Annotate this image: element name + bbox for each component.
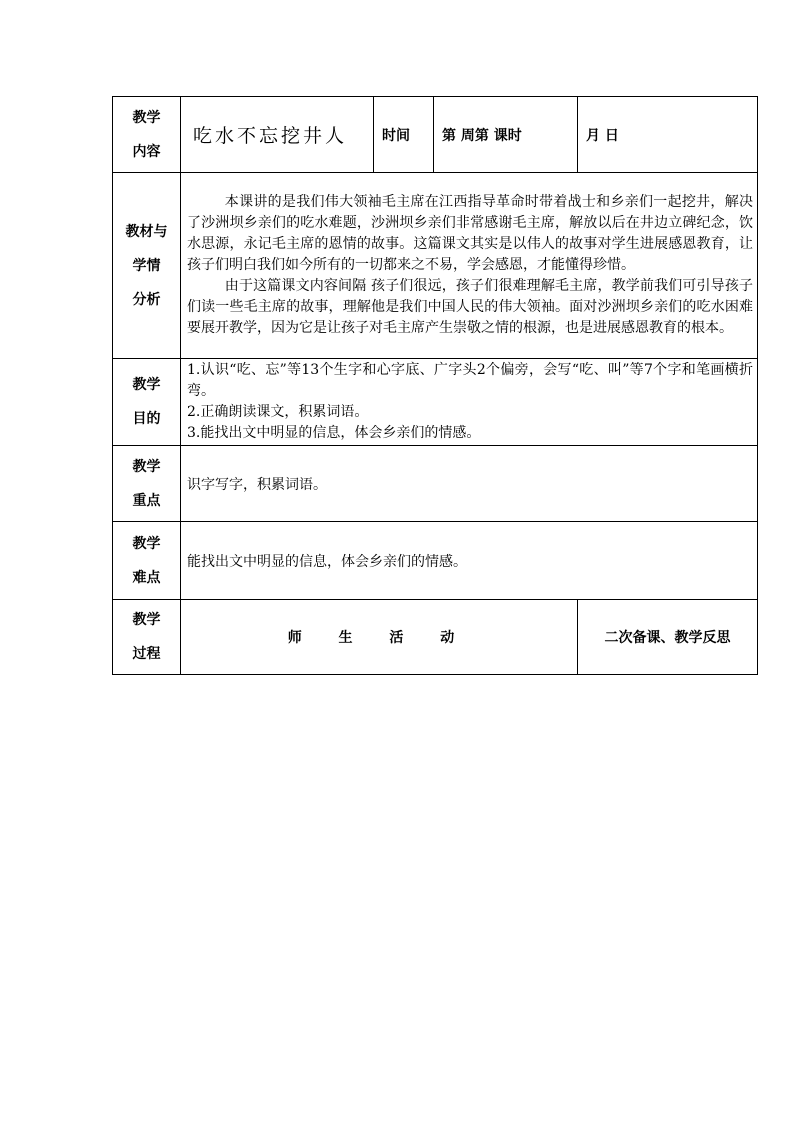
lesson-title: 吃水不忘挖井人: [181, 97, 374, 173]
label-process: [113, 600, 181, 675]
goal-item: 2.正确朗读课文，积累词语。: [187, 404, 369, 420]
analysis-paragraph: 由于这篇课文内容间隔 孩子们很远，孩子们很难理解毛主席，教学前我们可引导孩子们读一些毛主席的故事，理解他是我们中国人民的伟大领袖。面对沙洲坝乡亲们的吃水困难要展开教学，因为它是让孩子对毛主席产生崇敬之情的根源，也是进展感恩教育的根本。: [187, 278, 753, 336]
label-line: 教学: [132, 109, 161, 126]
label-line: 过程: [132, 646, 161, 662]
row-goals: [113, 359, 758, 446]
label-teaching-content: [113, 97, 181, 173]
difficulties-text: 能找出文中明显的信息，体会乡亲们的情感。: [181, 522, 758, 600]
label-line: 教学: [132, 458, 161, 475]
label-line: 难点: [132, 569, 161, 586]
label-line: 教学: [132, 377, 161, 393]
goal-item: 1.认识“吃、忘”等13个生字和心字底、广字头2个偏旁，会写“吃、叫”等7个字和笔画横折弯。: [187, 362, 753, 399]
label-goals: [113, 359, 181, 446]
label-line: 重点: [132, 492, 161, 509]
label-difficulties: [113, 522, 181, 600]
date-field: 月 日: [578, 97, 758, 173]
label-line: 学情: [132, 257, 161, 274]
row-process: [113, 600, 758, 675]
label-line: 目的: [132, 411, 161, 427]
label-line: 教学: [132, 612, 161, 628]
label-line: 教材与: [125, 223, 168, 240]
analysis-paragraph: 本课讲的是我们伟大领袖毛主席在江西指导革命时带着战士和乡亲们一起挖井，解决了沙洲坝乡亲们的吃水难题，沙洲坝乡亲们非常感谢毛主席，解放以后在井边立碑纪念，饮水思源，永记毛主席的恩情的故事。这篇课文其实是以伟人的故事对学生进展感恩教育，让孩子们明白我们如今所有的一切都来之不易，学会感恩，才能懂得珍惜。: [187, 194, 753, 273]
goals-list: [181, 359, 758, 446]
row-analysis: [113, 173, 758, 359]
label-line: 内容: [132, 143, 161, 160]
reflection-header: 二次备课、教学反思: [578, 600, 758, 675]
goal-item: 3.能找出文中明显的信息，体会乡亲们的情感。: [187, 425, 481, 441]
label-line: 教学: [132, 535, 161, 552]
row-key-points: [113, 446, 758, 522]
time-label: 时间: [374, 97, 434, 173]
key-points-text: 识字写字，积累词语。: [181, 446, 758, 522]
activities-header: 师 生 活 动: [181, 600, 578, 675]
label-line: 分析: [132, 291, 161, 308]
label-analysis: [113, 173, 181, 359]
lesson-plan-table: [112, 96, 758, 675]
label-key-points: [113, 446, 181, 522]
analysis-text: [181, 173, 758, 359]
period-field: 第 周第 课时: [434, 97, 578, 173]
row-difficulties: [113, 522, 758, 600]
row-content: [113, 97, 758, 173]
